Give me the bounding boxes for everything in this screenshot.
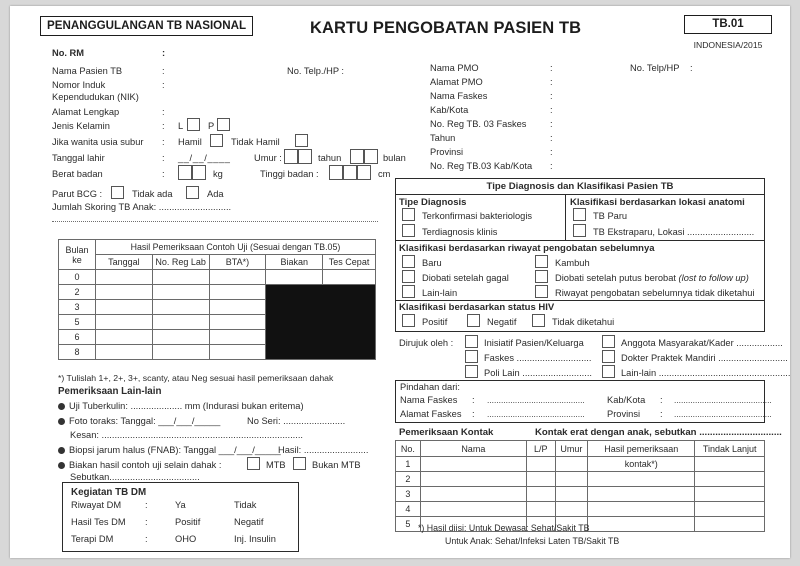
colon-terapi-dm: : — [145, 534, 148, 544]
label-dirujuk-oleh: Dirujuk oleh : — [399, 338, 454, 348]
checkbox-diobati-setelah-gagal[interactable] — [402, 270, 415, 283]
kontak-row-no: 2 — [396, 472, 421, 487]
lab-cell-no-reg-lab[interactable] — [152, 315, 209, 330]
checkbox-hiv-negatif[interactable] — [467, 314, 480, 327]
lab-row-month: 3 — [59, 300, 96, 315]
label-terapi-dm: Terapi DM — [71, 534, 114, 544]
lab-footnote: *) Tulislah 1+, 2+, 3+, scanty, atau Neg sesuai hasil pemeriksaan dahak — [58, 373, 334, 383]
lab-cell-no-reg-lab[interactable] — [152, 330, 209, 345]
program-title-text: PENANGGULANGAN TB NASIONAL — [47, 19, 247, 32]
label-mtb: MTB — [266, 460, 286, 470]
field-pindahan-nama-faskes[interactable]: .......................................... — [487, 395, 585, 405]
input-berat-badan-1[interactable] — [178, 165, 192, 180]
label-no-telp-hp-right: No. Telp/HP — [630, 63, 680, 73]
note-kontak-erat-anak: Kontak erat dengan anak, sebutkan ............................... — [535, 427, 782, 438]
checkbox-hiv-positif[interactable] — [402, 314, 415, 327]
checkbox-lain-lain-rujukan[interactable] — [602, 365, 615, 378]
lab-cell-tanggal[interactable] — [95, 345, 152, 360]
heading-status-hiv: Klasifikasi berdasarkan status HIV — [399, 302, 555, 313]
label-riwayat-tidak-diketahui: Riwayat pengobatan sebelumnya tidak diketahui — [555, 288, 755, 298]
kontak-table-row — [396, 457, 765, 472]
lab-cell-no-reg-lab[interactable] — [152, 270, 209, 285]
diagnosis-section-title: Tipe Diagnosis dan Klasifikasi Pasien TB — [486, 181, 674, 192]
kontak-cell-umur[interactable] — [555, 472, 588, 487]
lab-col-bta: BTA*) — [209, 255, 266, 270]
kontak-cell-umur[interactable] — [555, 457, 588, 472]
kontak-cell-umur[interactable] — [555, 502, 588, 517]
kontak-cell-lp[interactable] — [526, 487, 555, 502]
label-nomor-induk-line1: Nomor Induk — [52, 80, 106, 90]
label-hiv-negatif: Negatif — [487, 317, 517, 327]
kontak-cell-tindak-lanjut[interactable] — [695, 502, 765, 517]
lab-col-tanggal: Tanggal — [95, 255, 152, 270]
kontak-row-no: 3 — [396, 487, 421, 502]
label-hamil: Hamil — [178, 137, 202, 147]
checkbox-lain-lain-riwayat[interactable] — [402, 285, 415, 298]
label-bulan: bulan — [383, 153, 406, 163]
item-foto-toraks-no-seri: No Seri: ........................ — [247, 416, 346, 426]
label-pindahan-alamat-faskes: Alamat Faskes — [400, 409, 462, 419]
label-lain-lain-rujukan: Lain-lain ................................................... — [621, 368, 791, 378]
label-cm: cm — [378, 169, 391, 179]
item-biakan-selain-dahak: Biakan hasil contoh uji selain dahak : — [58, 460, 221, 471]
diagnosis-vertical-divider — [565, 194, 566, 240]
kontak-cell-nama[interactable] — [420, 472, 526, 487]
lab-row-month: 2 — [59, 285, 96, 300]
checkbox-baru[interactable] — [402, 255, 415, 268]
checkbox-tb-ekstraparu[interactable] — [573, 224, 586, 237]
label-baru: Baru — [422, 258, 442, 268]
label-diobati-putus-berobat: Diobati setelah putus berobat (lost to follow up) — [555, 273, 749, 283]
lab-row-month: 8 — [59, 345, 96, 360]
checkbox-terkonfirmasi-bakteriologis[interactable] — [402, 208, 415, 221]
label-kambuh: Kambuh — [555, 258, 590, 268]
kontak-cell-umur[interactable] — [555, 487, 588, 502]
kontak-row-no: 1 — [396, 457, 421, 472]
label-umur: Umur : — [254, 153, 282, 163]
heading-kegiatan-tb-dm: Kegiatan TB DM — [71, 487, 147, 498]
label-skoring-tb-anak: Jumlah Skoring TB Anak: ............................ — [52, 202, 232, 212]
kontak-cell-lp[interactable] — [526, 502, 555, 517]
form-origin: INDONESIA/2015 — [693, 40, 763, 50]
lab-col-tes-cepat: Tes Cepat — [323, 255, 376, 270]
lab-cell-tes-cepat[interactable] — [323, 270, 376, 285]
kontak-row-no: 4 — [396, 502, 421, 517]
checkbox-mtb[interactable] — [247, 457, 260, 470]
colon-pindahan-alamat-faskes: : — [472, 409, 475, 419]
kontak-col-umur: Umur — [555, 441, 588, 457]
lab-cell-no-reg-lab[interactable] — [152, 300, 209, 315]
checkbox-jenis-kelamin-p[interactable] — [217, 118, 230, 131]
kontak-table-header-row — [396, 441, 765, 457]
heading-tipe-diagnosis: Tipe Diagnosis — [399, 197, 467, 208]
label-no-rm: No. RM — [52, 48, 85, 58]
item-biopsi: Biopsi jarum halus (FNAB): Tanggal ___/___/_____ — [58, 445, 281, 456]
kontak-table-row — [396, 502, 765, 517]
field-tanggal-lahir-value[interactable]: __/__/____ — [178, 153, 231, 163]
label-terdiagnosis-klinis: Terdiagnosis klinis — [422, 227, 498, 237]
label-inisiatif-pasien: Inisiatif Pasien/Keluarga — [484, 338, 584, 348]
colon-pindahan-kab-kota: : — [660, 395, 663, 405]
label-jk-l: L — [178, 121, 184, 131]
heading-lokasi-anatomi: Klasifikasi berdasarkan lokasi anatomi — [570, 197, 745, 208]
kontak-footnote-1: *) Hasil diisi: Untuk Dewasa: Sehat/Sakit TB — [418, 523, 590, 533]
lab-cell-bta[interactable] — [209, 285, 266, 300]
item-uji-tuberkulin: Uji Tuberkulin: .................... mm (Indurasi bukan eritema) — [58, 401, 304, 412]
lab-cell-tanggal[interactable] — [95, 285, 152, 300]
lab-table-row — [59, 270, 376, 285]
form-code-box — [684, 15, 772, 34]
kontak-col5-subheader: kontak*) — [588, 457, 695, 472]
bullet-icon — [58, 447, 65, 454]
checkbox-tb-paru[interactable] — [573, 208, 586, 221]
kontak-cell-tindak-lanjut[interactable] — [695, 517, 765, 532]
checkbox-bukan-mtb[interactable] — [293, 457, 306, 470]
lab-row-month: 5 — [59, 315, 96, 330]
bullet-icon — [58, 462, 65, 469]
bullet-icon — [58, 403, 65, 410]
lab-table-header-row-1 — [59, 240, 376, 255]
kontak-footnote-2: Untuk Anak: Sehat/Infeksi Laten TB/Sakit TB — [445, 536, 620, 546]
label-hasil-tes-dm: Hasil Tes DM — [71, 517, 126, 527]
lab-col-bulan-ke: Bulan ke — [59, 240, 96, 270]
checkbox-jenis-kelamin-l[interactable] — [187, 118, 200, 131]
kontak-col-no: No. — [396, 441, 421, 457]
kontak-col-tindak-lanjut: Tindak Lanjut — [695, 441, 765, 457]
colon-berat-badan: : — [162, 169, 165, 179]
program-title-box — [40, 16, 253, 36]
lab-cell-tanggal[interactable] — [95, 330, 152, 345]
option-hasil-tes-dm-positif[interactable]: Positif — [175, 517, 201, 527]
item-kesan: Kesan: .............................................................................. — [70, 430, 303, 440]
kontak-table-row — [396, 472, 765, 487]
label-dokter-praktek-mandiri: Dokter Praktek Mandiri ........................... — [621, 353, 788, 363]
heading-pemeriksaan-lain-lain: Pemeriksaan Lain-lain — [58, 386, 162, 397]
label-tb-ekstraparu: TB Ekstraparu, Lokasi .......................... — [593, 227, 755, 237]
label-poli-lain: Poli Lain ........................... — [484, 368, 592, 378]
kontak-col-hasil-pemeriksaan: Hasil pemeriksaan — [588, 441, 695, 457]
checkbox-tidak-hamil[interactable] — [295, 134, 308, 147]
label-kg: kg — [213, 169, 223, 179]
checkbox-hiv-tidak-diketahui[interactable] — [532, 314, 545, 327]
input-tinggi-badan-3[interactable] — [357, 165, 371, 180]
checkbox-dokter-praktek-mandiri[interactable] — [602, 350, 615, 363]
label-tahun: tahun — [318, 153, 342, 163]
input-tinggi-badan-2[interactable] — [343, 165, 357, 180]
kontak-cell-tindak-lanjut[interactable] — [695, 472, 765, 487]
label-tinggi-badan: Tinggi badan : — [260, 169, 319, 179]
label-tanggal-lahir: Tanggal lahir — [52, 153, 105, 163]
label-pindahan-provinsi: Provinsi — [607, 409, 641, 419]
checkbox-terdiagnosis-klinis[interactable] — [402, 224, 415, 237]
label-no-telp-hp-left: No. Telp./HP : — [287, 66, 345, 76]
kontak-cell-tindak-lanjut[interactable] — [695, 487, 765, 502]
label-lain-lain-riwayat: Lain-lain — [422, 288, 458, 298]
label-parut-tidak-ada: Tidak ada — [132, 189, 173, 199]
diagnosis-title-divider — [395, 194, 765, 195]
kontak-cell-hasil[interactable] — [588, 502, 695, 517]
lab-cell-blocked-area — [266, 285, 376, 360]
colon-jenis-kelamin: : — [162, 121, 165, 131]
field-pindahan-alamat-faskes[interactable]: .......................................... — [487, 409, 585, 419]
field-pindahan-provinsi[interactable]: .......................................... — [674, 409, 772, 419]
lab-cell-bta[interactable] — [209, 345, 266, 360]
lab-results-table — [58, 239, 376, 360]
colon-no-rm: : — [162, 48, 166, 58]
item-sebutkan: Sebutkan................................... — [70, 472, 200, 482]
checkbox-hamil[interactable] — [210, 134, 223, 147]
kontak-cell-nama[interactable] — [420, 457, 526, 472]
colon-hasil-tes-dm: : — [145, 517, 148, 527]
label-pindahan-nama-faskes: Nama Faskes — [400, 395, 458, 405]
lab-cell-tanggal[interactable] — [95, 270, 152, 285]
lab-col-no-reg-lab: No. Reg Lab — [152, 255, 209, 270]
kontak-cell-hasil[interactable] — [588, 487, 695, 502]
label-tb-paru: TB Paru — [593, 211, 628, 221]
input-umur-bulan-2[interactable] — [364, 149, 378, 164]
kontak-table-row — [396, 487, 765, 502]
kontak-row-no: 5 — [396, 517, 421, 532]
label-nomor-induk-line2: Kependudukan (NIK) — [52, 92, 139, 102]
kontak-col-nama: Nama — [420, 441, 526, 457]
colon-tanggal-lahir: : — [162, 153, 165, 163]
kontak-cell-lp[interactable] — [526, 472, 555, 487]
label-berat-badan: Berat badan — [52, 169, 103, 179]
lab-table-row — [59, 285, 376, 300]
label-riwayat-dm: Riwayat DM — [71, 500, 122, 510]
lab-cell-tanggal[interactable] — [95, 300, 152, 315]
page-title: KARTU PENGOBATAN PASIEN TB — [310, 19, 582, 37]
option-riwayat-dm-ya[interactable]: Ya — [175, 500, 186, 510]
lab-cell-bta[interactable] — [209, 330, 266, 345]
option-terapi-dm-oho[interactable]: OHO — [175, 534, 197, 544]
option-hasil-tes-dm-negatif[interactable]: Negatif — [234, 517, 264, 527]
kontak-table — [395, 440, 765, 532]
tb-dm-box — [62, 482, 299, 552]
checkbox-parut-bcg-ada[interactable] — [186, 186, 199, 199]
label-tidak-hamil: Tidak Hamil — [231, 137, 280, 147]
kontak-cell-hasil[interactable] — [588, 472, 695, 487]
kontak-cell-nama[interactable] — [420, 487, 526, 502]
input-tinggi-badan-1[interactable] — [329, 165, 343, 180]
label-parut-bcg: Parut BCG : — [52, 189, 103, 199]
heading-pindahan-dari: Pindahan dari: — [400, 382, 460, 392]
checkbox-faskes-rujukan[interactable] — [465, 350, 478, 363]
label-usia-subur: Jika wanita usia subur — [52, 137, 144, 147]
colon-nomor-induk: : — [162, 80, 165, 90]
label-alamat-lengkap: Alamat Lengkap — [52, 107, 120, 117]
label-pindahan-kab-kota: Kab/Kota — [607, 395, 646, 405]
kontak-cell-lp[interactable] — [526, 457, 555, 472]
label-bukan-mtb: Bukan MTB — [312, 460, 361, 470]
colon-alamat-lengkap: : — [162, 107, 165, 117]
item-biopsi-hasil: Hasil: ......................... — [278, 445, 369, 455]
lab-cell-biakan[interactable] — [266, 270, 323, 285]
option-terapi-dm-inj-insulin[interactable]: Inj. Insulin — [234, 534, 276, 544]
label-jk-p: P — [208, 121, 215, 131]
checkbox-riwayat-tidak-diketahui[interactable] — [535, 285, 548, 298]
checkbox-diobati-putus-berobat[interactable] — [535, 270, 548, 283]
lab-col-biakan: Biakan — [266, 255, 323, 270]
label-hiv-positif: Positif — [422, 317, 448, 327]
input-umur-tahun-2[interactable] — [298, 149, 312, 164]
kontak-cell-hasil[interactable] — [588, 517, 695, 532]
lab-cell-no-reg-lab[interactable] — [152, 345, 209, 360]
colon-pindahan-provinsi: : — [660, 409, 663, 419]
label-anggota-masyarakat: Anggota Masyarakat/Kader .................. — [621, 338, 783, 348]
item-foto-toraks: Foto toraks: Tanggal: ___/___/_____ — [58, 416, 220, 427]
label-hiv-tidak-diketahui: Tidak diketahui — [552, 317, 615, 327]
lab-row-month: 0 — [59, 270, 96, 285]
label-nama-pasien: Nama Pasien TB — [52, 66, 123, 76]
option-riwayat-dm-tidak[interactable]: Tidak — [234, 500, 257, 510]
checkbox-anggota-masyarakat[interactable] — [602, 335, 615, 348]
input-umur-bulan-1[interactable] — [350, 149, 364, 164]
field-pindahan-kab-kota[interactable]: .......................................... — [674, 395, 772, 405]
diagnosis-divider-2 — [395, 240, 765, 241]
kontak-col-lp: L/P — [526, 441, 555, 457]
checkbox-parut-bcg-tidak-ada[interactable] — [111, 186, 124, 199]
kontak-cell-nama[interactable] — [420, 502, 526, 517]
form-code-text: TB.01 — [712, 18, 744, 30]
label-parut-ada: Ada — [207, 189, 224, 199]
label-diobati-setelah-gagal: Diobati setelah gagal — [422, 273, 509, 283]
lab-cell-bta[interactable] — [209, 270, 266, 285]
input-berat-badan-2[interactable] — [192, 165, 206, 180]
lab-table-header-row-2 — [59, 255, 376, 270]
heading-riwayat-pengobatan: Klasifikasi berdasarkan riwayat pengobatan sebelumnya — [399, 243, 655, 254]
label-terkonfirmasi-bakteriologis: Terkonfirmasi bakteriologis — [422, 211, 533, 221]
label-jenis-kelamin: Jenis Kelamin — [52, 121, 110, 131]
colon-pindahan-nama-faskes: : — [472, 395, 475, 405]
checkbox-inisiatif-pasien[interactable] — [465, 335, 478, 348]
lab-span-header: Hasil Pemeriksaan Contoh Uji (Sesuai dengan TB.05) — [95, 240, 375, 255]
lab-cell-bta[interactable] — [209, 315, 266, 330]
colon-nama-pasien: : — [162, 66, 165, 76]
form-sheet: PENANGGULANGAN TB NASIONAL KARTU PENGOBATAN PASIEN TB TB.01 INDONESIA/2015 No. RM : Nama Pasien TB : No. Telp./HP : Nomor Induk : Kependudukan (NIK) Alamat Lengkap : Jenis Kelamin : L P Jika wanita usia subur : Hamil Tidak Hamil Tanggal lahir : __/__/____ Umur : tahun bulan Berat badan : kg Tinggi badan : cm Parut BCG : Tidak ada Ada Jumlah Skoring TB Anak: ............................ Nama PMO : No. Telp/HP : Alamat PMO : Nama Faskes : Kab/Kota : No. Reg TB. 03 Faskes : Tahun : Provinsi : No. Reg TB.03 Kab/Kota : Bulan ke Hasil Pemeriksaan Contoh Uji (Sesuai dengan TB.05) Tanggal No. Reg Lab BTA*) Biakan Tes Cepat 0 2 3 5 6 8 *) Tulislah 1+, 2+, 3+, scanty, atau Neg sesuai hasil pemeriksaan dahak Pemeriksaan Lain-lain Uji Tuberkulin: .................... mm (Indurasi bukan eritema) Foto toraks: Tanggal: ___/___/_____ No Seri: ........................ Kesan: .............................................................................. Biopsi jarum halus (FNAB): Tanggal ___/___/_____ Hasil: ......................... Biakan hasil contoh uji selain dahak : MTB Bukan MTB Sebutkan................................... Kegiatan TB DM Riwayat DM : Ya Tidak Hasil Tes DM : Positif Negatif Terapi DM : OHO Inj. Insulin Tipe Diagnosis dan Klasifikasi Pasien TB Tipe Diagnosis Terkonfirmasi bakteriologis Terdiagnosis klinis Klasifikasi berdasarkan lokasi anatomi TB Paru TB Ekstraparu, Lokasi .......................... Klasifikasi berdasarkan riwayat pengobatan sebelumnya Baru Kambuh Diobati setelah gagal Diobati setelah putus berobat (lost to follow up) Lain-lain Riwayat pengobatan sebelumnya tidak diketahui Klasifikasi berdasarkan status HIV Positif Negatif Tidak diketahui Dirujuk oleh : Inisiatif Pasien/Keluarga Anggota Masyarakat/Kader .................. Faskes ............................. Dokter Praktek Mandiri ........................... Poli Lain ........................... Lain-lain ................................................... Pindahan dari: Nama Faskes : .......................................... Kab/Kota : .......................................... Alamat Faskes : .......................................... Provinsi : .......................................... Pemeriksaan Kontak Kontak erat dengan anak, sebutkan ............................... No. Nama L/P Umur Hasil pemeriksaan Tindak Lanjut 1 kontak*) 2 3 4 5 *) Hasil diisi: Untuk Dewasa: Sehat/Sakit TB Untuk Anak: Sehat/Infeksi Laten TB/Sakit TB — [10, 6, 790, 558]
colon-usia-subur: : — [162, 137, 165, 147]
lab-cell-no-reg-lab[interactable] — [152, 285, 209, 300]
colon-riwayat-dm: : — [145, 500, 148, 510]
checkbox-kambuh[interactable] — [535, 255, 548, 268]
label-faskes-rujukan: Faskes ............................. — [484, 353, 592, 363]
separator-dotted — [52, 221, 378, 222]
heading-pemeriksaan-kontak: Pemeriksaan Kontak — [399, 427, 494, 438]
checkbox-poli-lain[interactable] — [465, 365, 478, 378]
input-umur-tahun-1[interactable] — [284, 149, 298, 164]
bullet-icon — [58, 418, 65, 425]
lab-cell-bta[interactable] — [209, 300, 266, 315]
lab-cell-tanggal[interactable] — [95, 315, 152, 330]
lab-row-month: 6 — [59, 330, 96, 345]
kontak-cell-tindak-lanjut[interactable] — [695, 457, 765, 472]
